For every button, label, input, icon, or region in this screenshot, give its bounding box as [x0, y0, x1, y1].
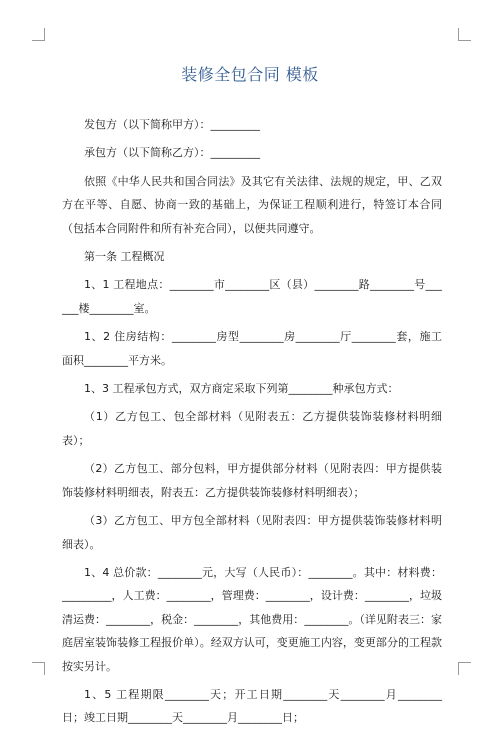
- page-corner-mark-top-left: [32, 28, 45, 41]
- option-1: （1）乙方包工、包全部材料（见附表五：乙方提供装饰装修材料明细表）；: [62, 410, 442, 447]
- document-body: [62, 113, 442, 730]
- clause-1-5: 1、5 工程期限________天；开工日期________天________月________日；竣工日期________天________月________日；: [62, 687, 442, 725]
- option-2: （2）乙方包工、部分包料，甲方提供部分材料（见附表四：甲方提供装饰装修材料明细表，附表五：乙方提供装饰装修材料明细表）；: [62, 462, 442, 499]
- clause-1-2: 1、2 住房结构：________房型________房________厅________套，施工面积________平方米。: [62, 330, 442, 367]
- clause-1-1: 1、1 工程地点：________市________区（县）________路________号______楼________室。: [62, 278, 442, 315]
- party-b-line: 承包方（以下简称乙方）：_________: [84, 146, 260, 160]
- article-one-heading: 第一条 工程概况: [84, 250, 165, 264]
- clause-1-4: 1、4 总价款：________元，大写（人民币）：________。其中：材料费：_________，人工费：________，管理费：________，设计费：________，垃圾清运费：________，税金：________，其他费用：________。（详见附表三：家庭居室装饰装修工程报价单）。经双方认可，变更施工内容，变更部分的工程款按实另计。: [62, 565, 442, 673]
- page-corner-mark-top-right: [458, 28, 471, 41]
- preamble-paragraph: 依照《中华人民共和国合同法》及其它有关法律、法规的规定，甲、乙双方在平等、自愿、协商一致的基础上，为保证工程顺利进行，特签订本合同（包括本合同附件和所有补充合同），以便共同遵守。: [62, 174, 442, 235]
- page-corner-mark-bottom-left: [32, 662, 45, 675]
- page-corner-mark-bottom-right: [458, 662, 471, 675]
- party-a-line: 发包方（以下简称甲方）：_________: [84, 118, 260, 131]
- clause-1-3: 1、3 工程承包方式，双方商定采取下列第________种承包方式：: [84, 382, 399, 396]
- option-3: （3）乙方包工、甲方包全部材料（见附表四：甲方提供装饰装修材料明细表）。: [62, 514, 442, 551]
- document-title: 装修全包合同 模板: [181, 65, 319, 84]
